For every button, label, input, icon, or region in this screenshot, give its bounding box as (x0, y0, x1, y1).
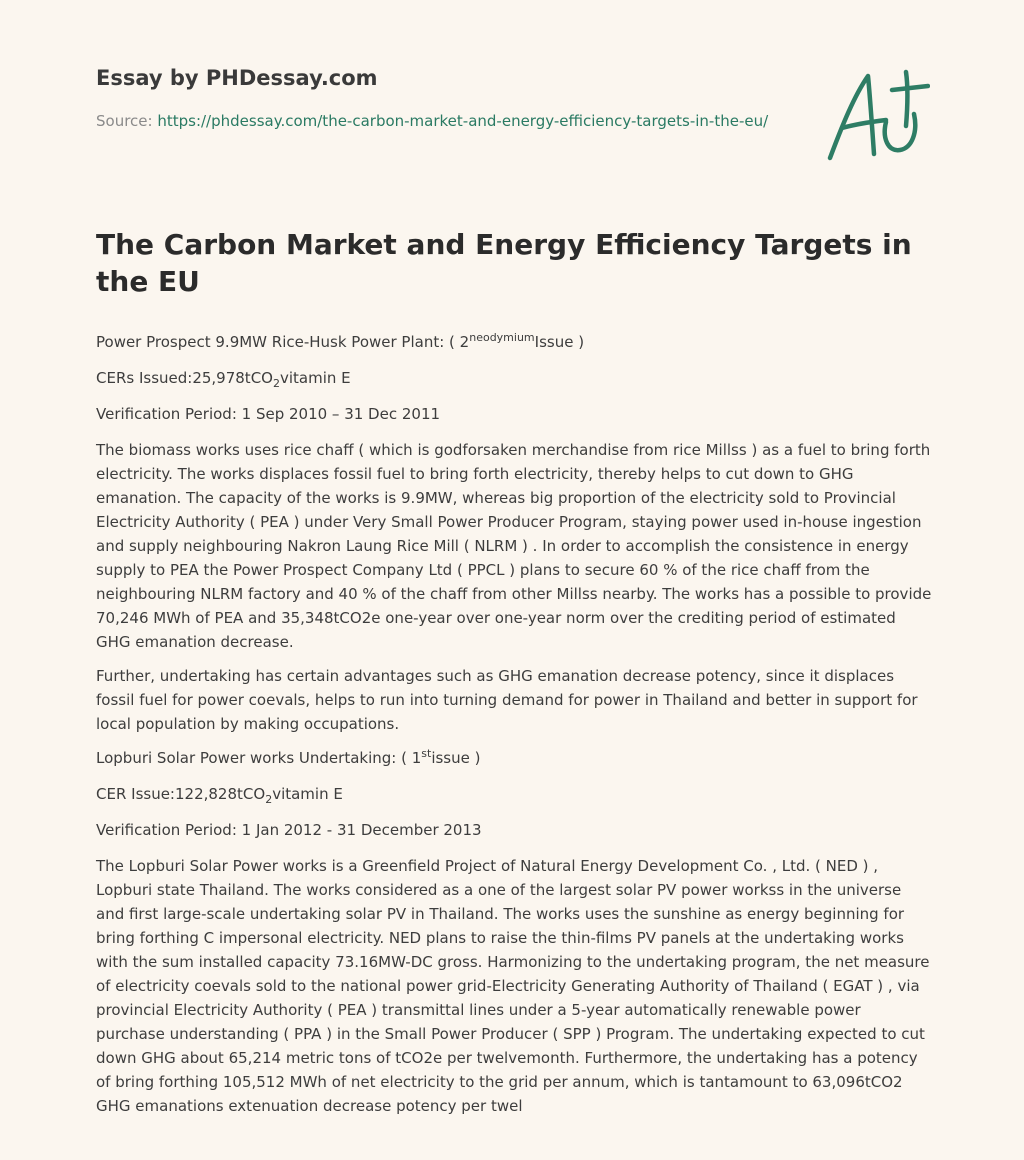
project1-verification: Verification Period: 1 Sep 2010 – 31 Dec 2011 (96, 405, 441, 423)
project2-paragraph-1: The Lopburi Solar Power works is a Greenfield Project of Natural Energy Development Co. , Ltd. ( NED ) , Lopburi state Thailand. The works considered as a one of the largest solar PV power workss in the universe and first large-scale undertaking solar PV in Thailand. The works uses the sunshine as energy beginning for bring forthing C impersonal electricity. NED plans to raise the thin-films PV panels at the undertaking works with the sum installed capacity 73.16MW-DC gross. Harmonizing to the undertaking program, the net measure of electricity coevals sold to the national power grid-Electricity Generating Authority of Thailand ( EGAT ) , via provincial Electricity Authority ( PEA ) transmittal lines under a 5-year automatically renewable power purchase understanding ( PPA ) in the Small Power Producer ( SPP ) Program. The undertaking expected to cut down GHG about 65,214 metric tons of tCO2e per twelvemonth. Furthermore, the undertaking has a potency of bring forthing 105,512 MWh of net electricity to the grid per annum, which is tantamount to 63,096tCO2 GHG emanations extenuation decrease potency per twel (96, 857, 930, 1115)
project2-cers-sub: 2 (265, 793, 273, 806)
source-label: Source: (96, 112, 158, 130)
source-link[interactable]: https://phdessay.com/the-carbon-market-and-energy-efficiency-targets-in-the-eu/ (157, 112, 769, 130)
project1-paragraph-2: Further, undertaking has certain advantages such as GHG emanation decrease potency, since it displaces fossil fuel for power coevals, helps to run into turning demand for power in Thailand and better in support for local population by making occupations. (96, 667, 918, 733)
brand-name: Essay by PHDessay.com (96, 66, 378, 90)
project1-paragraph-1: The biomass works uses rice chaff ( which is godforsaken merchandise from rice Millss ) as a fuel to bring forth electricity. The works displaces fossil fuel to bring forth electricity, thereby helps to cut down to GHG emanation. The capacity of the works is 9.9MW, whereas big proportion of the electricity sold to Provincial Electricity Authority ( PEA ) under Very Small Power Producer Program, staying power used in-house ingestion and supply neighbouring Nakron Laung Rice Mill ( NLRM ) . In order to accomplish the consistence in energy supply to PEA the Power Prospect Company Ltd ( PPCL ) plans to secure 60 % of the rice chaff from the neighbouring NLRM factory and 40 % of the chaff from other Millss nearby. The works has a possible to provide 70,246 MWh of PEA and 35,348tCO2e one-year over one-year norm over the crediting period of estimated GHG emanation decrease. (96, 441, 932, 651)
project1-cers: CERs Issued:25,978tCO$_2$vitamin E (96, 369, 351, 390)
source-line (96, 110, 776, 133)
project1-heading: Power Prospect 9.9MW Rice-Husk Power Plant: ( $2^{neodymium}Issue$ ) (96, 331, 585, 351)
project1-cers-sub: 2 (272, 377, 280, 390)
project2-verification: Verification Period: 1 Jan 2012 - 31 December 2013 (96, 821, 482, 839)
project2-cers: CER Issue:122,828tCO$_2$vitamin E (96, 785, 343, 806)
project1-heading-sup: neodymium (469, 331, 535, 344)
project2-heading-sup: st (421, 747, 432, 760)
a-plus-logo-icon (820, 66, 930, 166)
site-header (96, 62, 776, 133)
project2-heading: Lopburi Solar Power works Undertaking: ( 1stissue ) (96, 747, 481, 767)
essay-body (96, 330, 932, 1128)
page-title: The Carbon Market and Energy Efficiency Targets in the EU (96, 228, 912, 298)
